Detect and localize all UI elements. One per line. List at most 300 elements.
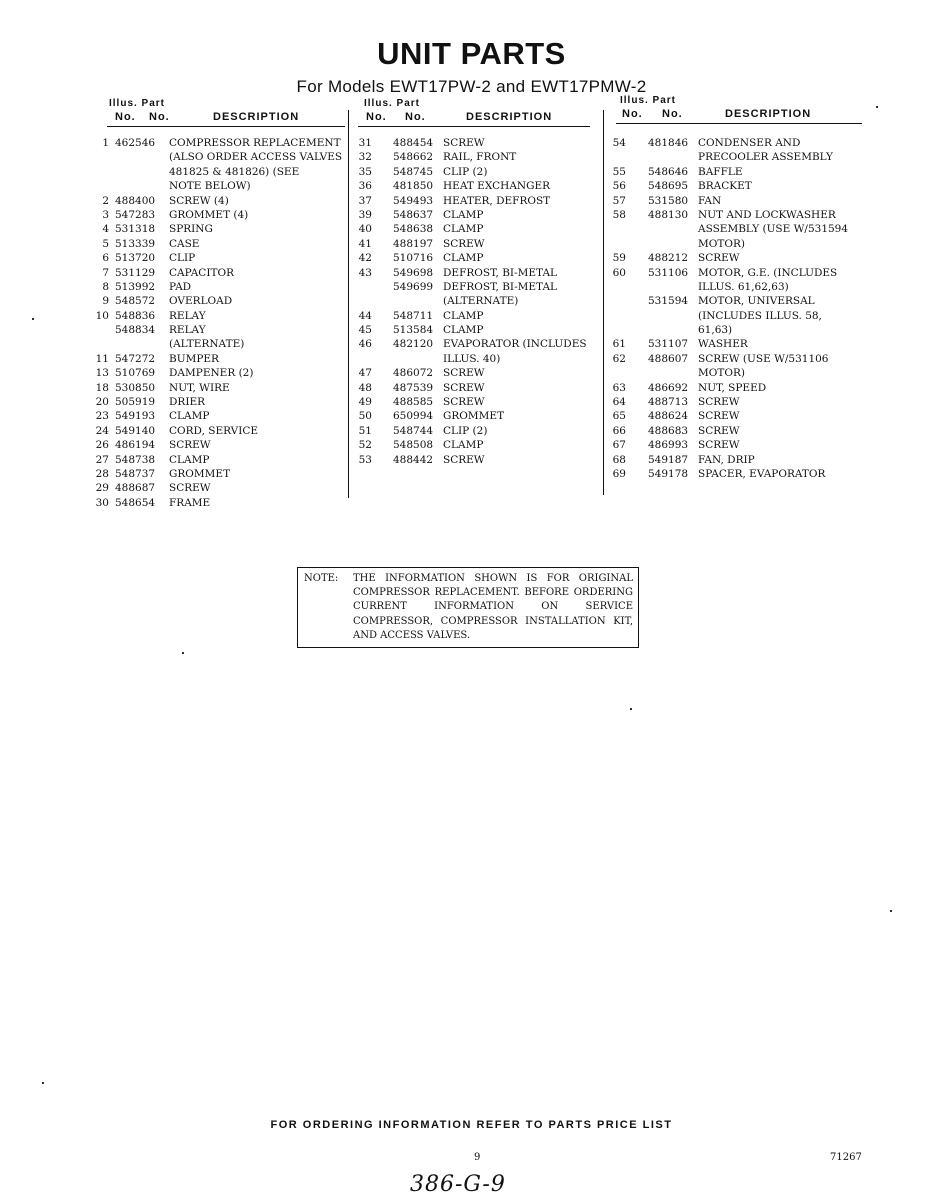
illus-number: 65	[612, 410, 626, 423]
part-number: 548654	[115, 496, 156, 509]
illus-number: 57	[612, 194, 626, 207]
table-row	[95, 209, 345, 223]
table-row	[95, 223, 345, 237]
part-description: SCREW	[698, 424, 740, 437]
part-description: NUT, WIRE	[169, 381, 230, 394]
table-row	[612, 468, 867, 482]
part-description: CLAMP	[443, 223, 484, 236]
part-description: PAD	[169, 280, 192, 293]
part-description: MOTOR, UNIVERSAL	[698, 295, 815, 308]
part-number: 488197	[393, 237, 434, 250]
table-row	[95, 468, 345, 482]
table-row	[612, 166, 867, 180]
illus-number: 6	[102, 252, 109, 265]
part-description: SCREW	[443, 381, 485, 394]
description-label: DESCRIPTION	[725, 108, 812, 120]
part-number: 510769	[115, 367, 156, 380]
parts-list	[358, 137, 608, 468]
illus-part-label: Illus. Part	[364, 98, 421, 109]
part-description: CLAMP	[169, 410, 210, 423]
illus-number: 36	[358, 180, 372, 193]
part-description: CAPACITOR	[169, 266, 234, 279]
part-description: OVERLOAD	[169, 295, 233, 308]
part-number: 549178	[648, 467, 689, 480]
table-row	[612, 180, 867, 194]
table-row	[358, 454, 608, 468]
table-row	[612, 223, 867, 237]
part-description: SCREW	[443, 453, 485, 466]
table-row	[358, 281, 608, 295]
table-row	[358, 151, 608, 165]
illus-part-label: Illus. Part	[620, 95, 677, 106]
part-description: SCREW	[698, 396, 740, 409]
part-number: 548711	[393, 309, 434, 322]
illus-number: 18	[95, 381, 109, 394]
part-description: SCREW	[443, 237, 485, 250]
table-row	[612, 367, 867, 381]
parts-column-3	[612, 95, 867, 482]
part-description: SCREW	[443, 137, 485, 149]
parts-list	[95, 137, 345, 511]
part-number: 488713	[648, 396, 689, 409]
table-row	[95, 281, 345, 295]
table-row	[612, 353, 867, 367]
scan-speck	[630, 708, 632, 710]
illus-number: 32	[358, 151, 372, 164]
table-row	[95, 439, 345, 453]
part-number: 481846	[648, 137, 689, 149]
table-row	[612, 410, 867, 424]
table-row	[95, 195, 345, 209]
illus-number: 52	[358, 439, 372, 452]
part-description: CLAMP	[169, 453, 210, 466]
part-number: 548638	[393, 223, 434, 236]
parts-list	[612, 137, 867, 482]
part-description: CASE	[169, 237, 200, 250]
table-row	[358, 209, 608, 223]
description-label: DESCRIPTION	[466, 111, 553, 123]
part-number: 486692	[648, 381, 689, 394]
part-description: SCREW	[698, 410, 740, 423]
part-number: 547272	[115, 352, 156, 365]
part-description: (ALSO ORDER ACCESS VALVES	[169, 151, 343, 164]
illus-number: 7	[102, 266, 109, 279]
part-description: GROMMET	[169, 467, 231, 480]
illus-number: 58	[612, 208, 626, 221]
table-row	[95, 180, 345, 194]
part-number: 488607	[648, 352, 689, 365]
part-description: (ALTERNATE)	[443, 295, 519, 308]
part-description: SCREW	[169, 482, 211, 495]
part-number: 488400	[115, 194, 156, 207]
part-number: 549193	[115, 410, 156, 423]
part-description: NOTE BELOW)	[169, 180, 251, 193]
parts-column-2	[358, 98, 608, 468]
table-row	[358, 223, 608, 237]
table-row	[95, 252, 345, 266]
illus-number: 3	[102, 208, 109, 221]
table-row	[358, 382, 608, 396]
illus-number: 20	[95, 396, 109, 409]
table-row	[612, 281, 867, 295]
models-subtitle: For Models EWT17PW-2 and EWT17PMW-2	[296, 77, 647, 96]
part-description: GROMMET	[443, 410, 505, 423]
table-row	[358, 295, 608, 309]
part-number: 549493	[393, 194, 434, 207]
part-number: 531107	[648, 338, 689, 351]
illus-number: 54	[612, 137, 626, 149]
part-description: SCREW	[443, 396, 485, 409]
part-description: DAMPENER (2)	[169, 367, 254, 380]
part-description: MOTOR)	[698, 367, 745, 380]
part-description: CLIP (2)	[443, 424, 488, 437]
illus-number: 43	[358, 266, 372, 279]
description-label: DESCRIPTION	[213, 111, 300, 123]
column-divider	[603, 110, 604, 495]
part-number: 548836	[115, 309, 156, 322]
part-description: SCREW	[698, 252, 740, 265]
column-header	[358, 98, 608, 128]
part-description: ASSEMBLY (USE W/531594	[698, 223, 849, 236]
table-row	[612, 454, 867, 468]
part-description: SCREW	[443, 367, 485, 380]
part-description: CLAMP	[443, 252, 484, 265]
page-title: UNIT PARTS	[377, 36, 566, 71]
illus-number: 45	[358, 324, 372, 337]
part-description: FAN, DRIP	[698, 453, 755, 466]
part-number: 548508	[393, 439, 434, 452]
part-description: MOTOR)	[698, 237, 745, 250]
document-number: 71267	[830, 1152, 862, 1163]
table-row	[358, 353, 608, 367]
part-description: WASHER	[698, 338, 748, 351]
illus-number: 61	[612, 338, 626, 351]
table-row	[95, 238, 345, 252]
table-row	[95, 425, 345, 439]
header-rule	[616, 123, 862, 124]
illus-number: 30	[95, 496, 109, 509]
table-row	[612, 151, 867, 165]
table-row	[612, 310, 867, 324]
part-description: CLAMP	[443, 309, 484, 322]
part-description: SCREW	[698, 439, 740, 452]
part-description: HEATER, DEFROST	[443, 194, 551, 207]
part-number: 548737	[115, 467, 156, 480]
illus-no-label: No.	[366, 111, 387, 123]
illus-number: 69	[612, 467, 626, 480]
illus-number: 2	[102, 194, 109, 207]
part-description: MOTOR, G.E. (INCLUDES	[698, 266, 838, 279]
illus-number: 62	[612, 352, 626, 365]
illus-number: 46	[358, 338, 372, 351]
table-row	[358, 267, 608, 281]
part-number: 548834	[115, 324, 156, 337]
part-description: PRECOOLER ASSEMBLY	[698, 151, 833, 164]
part-description: CLIP (2)	[443, 165, 488, 178]
part-number: 513720	[115, 252, 156, 265]
table-row	[612, 209, 867, 223]
scan-speck	[32, 318, 34, 320]
table-row	[358, 410, 608, 424]
part-number: 488687	[115, 482, 156, 495]
part-number: 481850	[393, 180, 434, 193]
part-description: CLIP	[169, 252, 196, 265]
table-row	[95, 310, 345, 324]
part-number: 548637	[393, 208, 434, 221]
part-number: 486072	[393, 367, 434, 380]
part-number: 548744	[393, 424, 434, 437]
table-row	[612, 338, 867, 352]
table-row	[358, 252, 608, 266]
part-description: GROMMET (4)	[169, 208, 249, 221]
illus-number: 66	[612, 424, 626, 437]
illus-number: 39	[358, 208, 372, 221]
part-number: 548662	[393, 151, 434, 164]
table-row	[612, 267, 867, 281]
note-text: THE INFORMATION SHOWN IS FOR ORIGINAL COMPRESSOR REPLACEMENT. BEFORE ORDERING CURRENT INFORMATION ON SERVICE COMPRESSOR, COMPRESSOR INSTALLATION KIT, AND ACCESS VALVES.	[353, 573, 633, 641]
part-number: 650994	[393, 410, 434, 423]
part-number: 488442	[393, 453, 434, 466]
table-row	[612, 382, 867, 396]
part-no-label: No.	[405, 111, 426, 123]
header-rule	[107, 126, 345, 127]
illus-part-label: Illus. Part	[109, 98, 166, 109]
illus-number: 37	[358, 194, 372, 207]
illus-number: 44	[358, 309, 372, 322]
part-no-label: No.	[149, 111, 170, 123]
part-description: NUT AND LOCKWASHER	[698, 208, 836, 221]
table-row	[95, 267, 345, 281]
table-row	[358, 238, 608, 252]
table-row	[358, 180, 608, 194]
part-description: FAN	[698, 194, 722, 207]
illus-number: 29	[95, 482, 109, 495]
illus-number: 47	[358, 367, 372, 380]
illus-no-label: No.	[622, 108, 643, 120]
illus-number: 23	[95, 410, 109, 423]
table-row	[358, 324, 608, 338]
part-description: SPRING	[169, 223, 213, 236]
scan-speck	[876, 106, 878, 108]
table-row	[612, 425, 867, 439]
ordering-info-footer: FOR ORDERING INFORMATION REFER TO PARTS PRICE LIST	[270, 1119, 673, 1131]
part-description: (ALTERNATE)	[169, 338, 245, 351]
part-description: NUT, SPEED	[698, 381, 767, 394]
illus-number: 26	[95, 439, 109, 452]
part-number: 531318	[115, 223, 156, 236]
table-row	[358, 310, 608, 324]
illus-number: 24	[95, 424, 109, 437]
part-description: (INCLUDES ILLUS. 58,	[698, 309, 822, 322]
illus-number: 13	[95, 367, 109, 380]
illus-number: 41	[358, 237, 372, 250]
part-number: 488454	[393, 137, 434, 149]
part-number: 549698	[393, 266, 434, 279]
table-row	[358, 396, 608, 410]
part-number: 531129	[115, 266, 156, 279]
part-number: 548695	[648, 180, 689, 193]
header-rule	[358, 126, 590, 127]
part-number: 549140	[115, 424, 156, 437]
table-row	[95, 367, 345, 381]
part-description: DRIER	[169, 396, 206, 409]
table-row	[612, 252, 867, 266]
part-number: 549187	[648, 453, 689, 466]
part-description: EVAPORATOR (INCLUDES	[443, 338, 587, 351]
part-description: HEAT EXCHANGER	[443, 180, 551, 193]
table-row	[95, 497, 345, 511]
part-number: 513339	[115, 237, 156, 250]
part-description: CONDENSER AND	[698, 137, 801, 149]
table-row	[358, 367, 608, 381]
table-row	[95, 137, 345, 151]
part-number: 486993	[648, 439, 689, 452]
part-no-label: No.	[662, 108, 683, 120]
illus-number: 49	[358, 396, 372, 409]
part-number: 548646	[648, 165, 689, 178]
part-description: COMPRESSOR REPLACEMENT	[169, 137, 341, 149]
part-number: 510716	[393, 252, 434, 265]
table-row	[95, 151, 345, 165]
part-description: CORD, SERVICE	[169, 424, 259, 437]
table-row	[358, 425, 608, 439]
scan-speck	[182, 652, 184, 654]
illus-number: 8	[102, 280, 109, 293]
illus-number: 56	[612, 180, 626, 193]
table-row	[612, 295, 867, 309]
part-number: 487539	[393, 381, 434, 394]
part-number: 482120	[393, 338, 434, 351]
part-description: SCREW (USE W/531106	[698, 352, 829, 365]
part-description: DEFROST, BI-METAL	[443, 266, 558, 279]
part-description: FRAME	[169, 496, 211, 509]
table-row	[95, 353, 345, 367]
part-description: BAFFLE	[698, 165, 743, 178]
illus-number: 31	[358, 137, 372, 149]
table-row	[95, 166, 345, 180]
table-row	[95, 454, 345, 468]
part-description: ILLUS. 40)	[443, 352, 501, 365]
table-row	[612, 238, 867, 252]
scan-speck	[42, 1082, 44, 1084]
table-row	[358, 439, 608, 453]
note-label: NOTE:	[304, 573, 339, 584]
part-number: 488212	[648, 252, 689, 265]
table-row	[612, 439, 867, 453]
part-description: SPACER, EVAPORATOR	[698, 467, 826, 480]
illus-number: 63	[612, 381, 626, 394]
part-description: BUMPER	[169, 352, 219, 365]
table-row	[95, 396, 345, 410]
illus-number: 9	[102, 295, 109, 308]
illus-number: 59	[612, 252, 626, 265]
part-number: 488624	[648, 410, 689, 423]
part-number: 505919	[115, 396, 156, 409]
illus-number: 42	[358, 252, 372, 265]
illus-number: 40	[358, 223, 372, 236]
part-number: 531580	[648, 194, 689, 207]
table-row	[612, 396, 867, 410]
part-number: 488130	[648, 208, 689, 221]
part-number: 486194	[115, 439, 156, 452]
parts-column-1	[95, 98, 345, 511]
illus-no-label: No.	[115, 111, 136, 123]
illus-number: 51	[358, 424, 372, 437]
part-number: 548738	[115, 453, 156, 466]
column-header	[612, 95, 867, 125]
table-row	[612, 195, 867, 209]
table-row	[95, 382, 345, 396]
part-description: BRACKET	[698, 180, 752, 193]
illus-number: 5	[102, 237, 109, 250]
part-description: RELAY	[169, 324, 206, 337]
illus-number: 4	[102, 223, 109, 236]
illus-number: 27	[95, 453, 109, 466]
column-header	[95, 98, 345, 128]
part-description: SCREW	[169, 439, 211, 452]
illus-number: 10	[95, 309, 109, 322]
part-description: CLAMP	[443, 324, 484, 337]
illus-number: 28	[95, 467, 109, 480]
part-number: 530850	[115, 381, 156, 394]
part-number: 531594	[648, 295, 689, 308]
part-number: 488585	[393, 396, 434, 409]
table-row	[95, 338, 345, 352]
table-row	[358, 338, 608, 352]
table-row	[358, 195, 608, 209]
part-number: 547283	[115, 208, 156, 221]
table-row	[612, 324, 867, 338]
part-number: 488683	[648, 424, 689, 437]
part-description: CLAMP	[443, 439, 484, 452]
part-description: SCREW (4)	[169, 194, 229, 207]
illus-number: 60	[612, 266, 626, 279]
part-number: 548572	[115, 295, 156, 308]
note-box	[297, 567, 639, 648]
table-row	[358, 166, 608, 180]
table-row	[612, 137, 867, 151]
part-number: 513584	[393, 324, 434, 337]
illus-number: 55	[612, 165, 626, 178]
illus-number: 11	[95, 352, 109, 365]
handwritten-annotation: 386-G-9	[410, 1172, 506, 1197]
column-divider	[348, 110, 349, 498]
table-row	[95, 295, 345, 309]
table-row	[95, 410, 345, 424]
illus-number: 50	[358, 410, 372, 423]
part-description: DEFROST, BI-METAL	[443, 280, 558, 293]
table-row	[95, 482, 345, 496]
part-number: 513992	[115, 280, 156, 293]
illus-number: 48	[358, 381, 372, 394]
page-number: 9	[474, 1152, 481, 1163]
part-description: 61,63)	[698, 324, 733, 337]
part-description: 481825 & 481826) (SEE	[169, 165, 300, 178]
illus-number: 35	[358, 165, 372, 178]
part-description: RELAY	[169, 309, 206, 322]
illus-number: 67	[612, 439, 626, 452]
part-description: CLAMP	[443, 208, 484, 221]
illus-number: 53	[358, 453, 372, 466]
part-number: 548745	[393, 165, 434, 178]
scan-speck	[890, 910, 892, 912]
part-number: 531106	[648, 266, 689, 279]
part-number: 462546	[115, 137, 156, 149]
illus-number: 68	[612, 453, 626, 466]
illus-number: 1	[102, 137, 109, 149]
part-description: RAIL, FRONT	[443, 151, 517, 164]
table-row	[95, 324, 345, 338]
